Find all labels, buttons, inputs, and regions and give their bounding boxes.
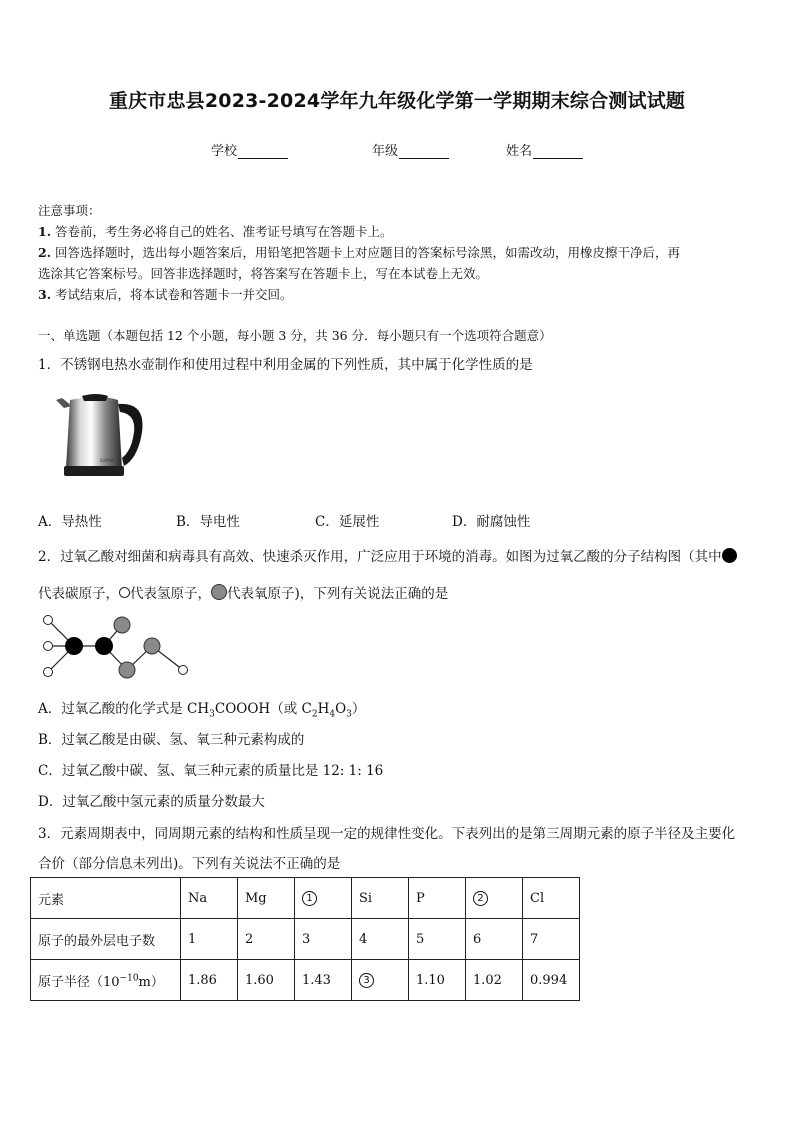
q3-stem-line1: 3．元素周期表中，同周期元素的结构和性质呈现一定的规律性变化。下表列出的是第三周期元素的原子半径及主要化 <box>38 826 736 842</box>
table-cell: 3 <box>295 919 352 960</box>
table-cell: Si <box>352 878 409 919</box>
grade-label: 年级 <box>372 144 399 159</box>
notice-item: 1. 答卷前，考生务必将自己的姓名、准考证号填写在答题卡上。 <box>38 224 393 239</box>
name-field <box>506 140 583 159</box>
table-cell: 1.60 <box>238 960 295 1001</box>
school-blank <box>238 145 288 159</box>
q1-option-b: B．导电性 <box>176 514 240 530</box>
school-label: 学校 <box>211 144 238 159</box>
school-field <box>211 140 288 159</box>
kettle-image <box>52 392 150 484</box>
page-title: 重庆市忠县2023-2024学年九年级化学第一学期期末综合测试试题 <box>108 90 686 112</box>
grade-field <box>372 140 449 159</box>
table-cell: 原子的最外层电子数 <box>31 919 181 960</box>
table-cell: 1.43 <box>295 960 352 1001</box>
table-cell: 6 <box>466 919 523 960</box>
circled-number: 3 <box>359 973 374 988</box>
table-cell: 1.02 <box>466 960 523 1001</box>
notice-item: 3. 考试结束后，将本试卷和答题卡一并交回。 <box>38 287 293 302</box>
grade-blank <box>399 145 449 159</box>
table-cell: 1 <box>181 919 238 960</box>
name-blank <box>533 145 583 159</box>
q2-option-c: C．过氧乙酸中碳、氢、氧三种元素的质量比是 12: 1: 16 <box>38 763 384 779</box>
notice-heading: 注意事项： <box>38 203 101 218</box>
table-cell: 4 <box>352 919 409 960</box>
notice-item: 选涂其它答案标号。回答非选择题时，将答案写在答题卡上，写在本试卷上无效。 <box>38 266 489 281</box>
q2-option-b: B．过氧乙酸是由碳、氢、氧三种元素构成的 <box>38 732 305 748</box>
name-label: 姓名 <box>506 144 533 159</box>
table-cell: 5 <box>409 919 466 960</box>
svg-text:SUPOR: SUPOR <box>100 458 114 463</box>
circled-number: 1 <box>302 891 317 906</box>
molecule-diagram <box>40 612 200 684</box>
table-cell: 原子半径$(10^{-10}m)$ <box>31 960 181 1001</box>
table-cell: 1.10 <box>409 960 466 1001</box>
table-row <box>31 960 580 1001</box>
q2-option-a: A．过氧乙酸的化学式是 $CH_3COOOH$（或 $C_2H_4O_3$） <box>38 701 366 720</box>
table-cell <box>295 878 352 919</box>
carbon-atom-icon <box>722 548 737 563</box>
table-row <box>31 919 580 960</box>
q1-option-a: A．导热性 <box>38 514 102 530</box>
table-cell: Cl <box>523 878 580 919</box>
oxygen-atom-icon <box>211 584 227 600</box>
table-cell: Na <box>181 878 238 919</box>
circled-number: 2 <box>473 891 488 906</box>
table-cell <box>352 960 409 1001</box>
table-cell <box>466 878 523 919</box>
table-cell: 0.994 <box>523 960 580 1001</box>
table-cell: P <box>409 878 466 919</box>
notice-item: 2. 回答选择题时，选出每小题答案后，用铅笔把答题卡上对应题目的答案标号涂黑，如需改动，用橡皮擦干净后，再 <box>38 245 681 260</box>
table-row <box>31 878 580 919</box>
table-cell: 7 <box>523 919 580 960</box>
q2-stem-line1: 2．过氧乙酸对细菌和病毒具有高效、快速杀灭作用，广泛应用于环境的消毒。如图为过氧乙酸的分子结构图（其中 <box>38 545 737 565</box>
table-cell: Mg <box>238 878 295 919</box>
q2-stem-line2: 代表碳原子， 代表氢原子， 代表氧原子)，下列有关说法正确的是 <box>38 586 449 602</box>
q1-option-d: D．耐腐蚀性 <box>452 514 531 530</box>
q2-option-d: D．过氧乙酸中氢元素的质量分数最大 <box>38 794 265 810</box>
q1-stem: 1．不锈钢电热水壶制作和使用过程中利用金属的下列性质，其中属于化学性质的是 <box>38 357 533 373</box>
q3-stem-line2: 合价（部分信息未列出)。下列有关说法不正确的是 <box>38 856 341 872</box>
q1-option-c: C．延展性 <box>315 514 380 530</box>
element-table <box>30 877 580 1001</box>
table-cell: 元素 <box>31 878 181 919</box>
hydrogen-atom-icon <box>119 587 130 598</box>
section-heading: 一、单选题（本题包括 12 个小题，每小题 3 分，共 36 分．每小题只有一个选项符合题意） <box>38 328 552 343</box>
table-cell: 1.86 <box>181 960 238 1001</box>
table-cell: 2 <box>238 919 295 960</box>
